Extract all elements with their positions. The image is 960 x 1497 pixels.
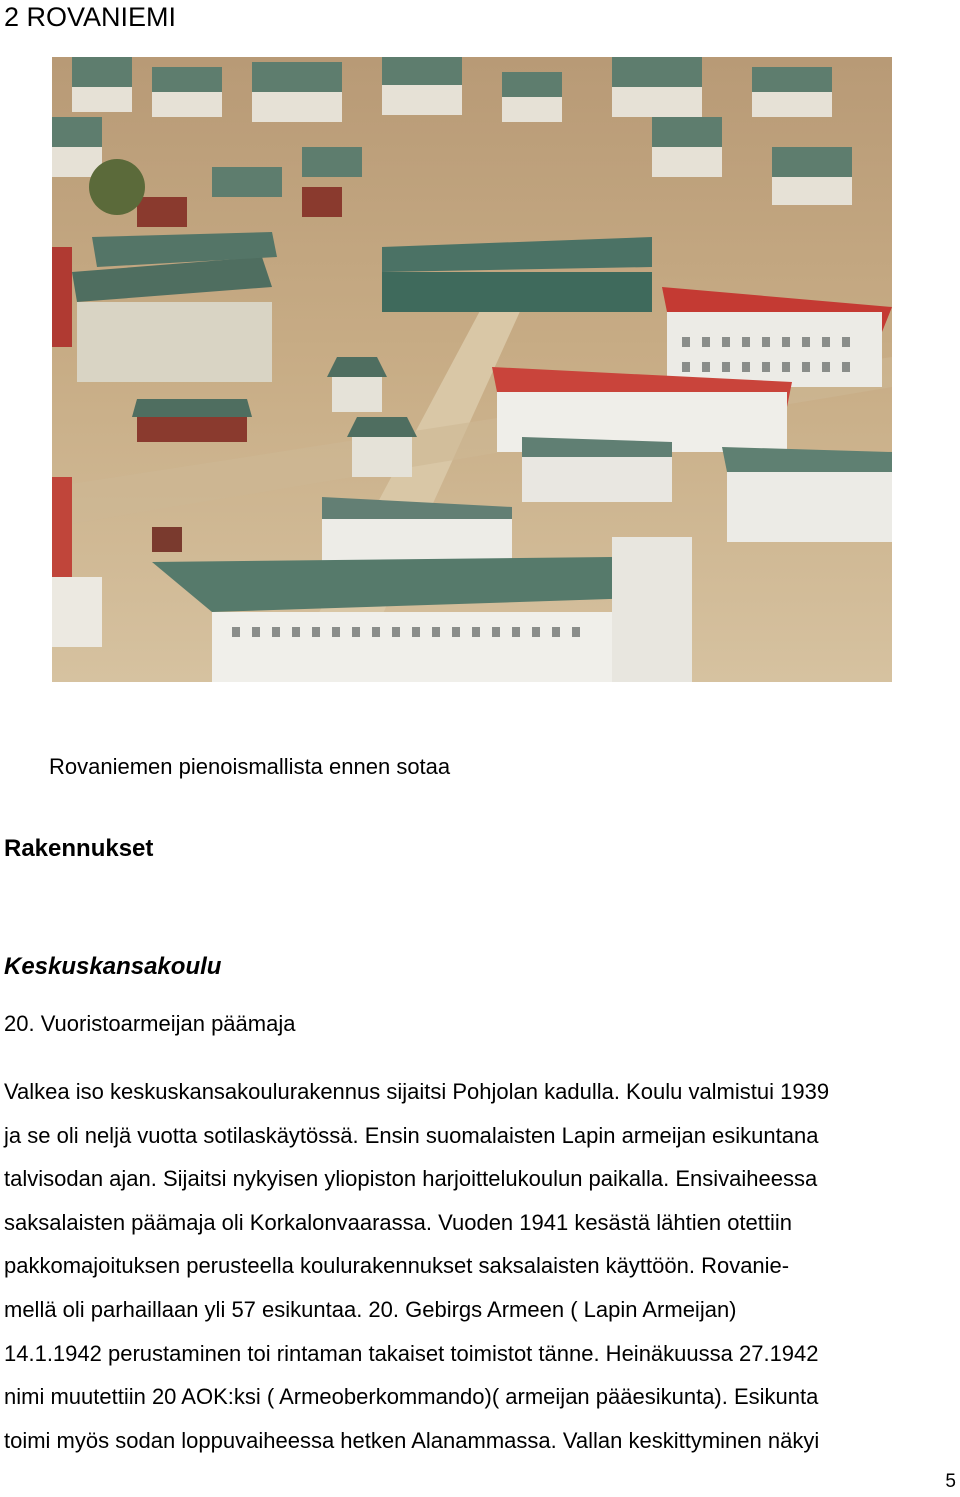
paragraph-line: Valkea iso keskuskansakoulurakennus sijaitsi Pohjolan kadulla. Koulu valmistui 1939 <box>4 1079 830 1104</box>
building-subtitle: 20. Vuoristoarmeijan päämaja <box>4 1011 296 1036</box>
paragraph-line: nimi muutettiin 20 AOK:ksi ( Armeoberkommando)( armeijan pääesikunta). Esikunta <box>4 1384 819 1410</box>
paragraph-line: 14.1.1942 perustaminen toi rintaman takaiset toimistot tänne. Heinäkuussa 27.1942 <box>4 1340 819 1366</box>
paragraph-line: pakkomajoituksen perusteella koulurakennukset saksalaisten käyttöön. Rovanie- <box>4 1253 790 1279</box>
paragraph-line: ja se oli neljä vuotta sotilaskäytössä. Ensin suomalaisten Lapin armeijan esikuntana <box>4 1122 819 1148</box>
paragraph-line: saksalaisten päämaja oli Korkalonvaarassa. Vuoden 1941 kesästä lähtien otettiin <box>4 1209 793 1235</box>
photo-caption: Rovaniemen pienoismallista ennen sotaa <box>49 754 451 779</box>
section-heading: Rakennukset <box>4 835 154 862</box>
town-model-photo <box>52 57 892 682</box>
paragraph-line: toimi myös sodan loppuvaiheessa hetken Alanammassa. Vallan keskittyminen näkyi <box>4 1427 820 1453</box>
body-paragraph <box>4 1077 954 1469</box>
paragraph-line: mellä oli parhaillaan yli 57 esikuntaa. 20. Gebirgs Armeen ( Lapin Armeijan) <box>4 1296 737 1322</box>
page-number: 5 <box>945 1471 956 1492</box>
paragraph-line: talvisodan ajan. Sijaitsi nykyisen yliopiston harjoittelukoulun paikalla. Ensivaiheessa <box>4 1166 818 1192</box>
building-heading: Keskuskansakoulu <box>4 953 222 980</box>
page-title: 2 ROVANIEMI <box>4 2 177 32</box>
